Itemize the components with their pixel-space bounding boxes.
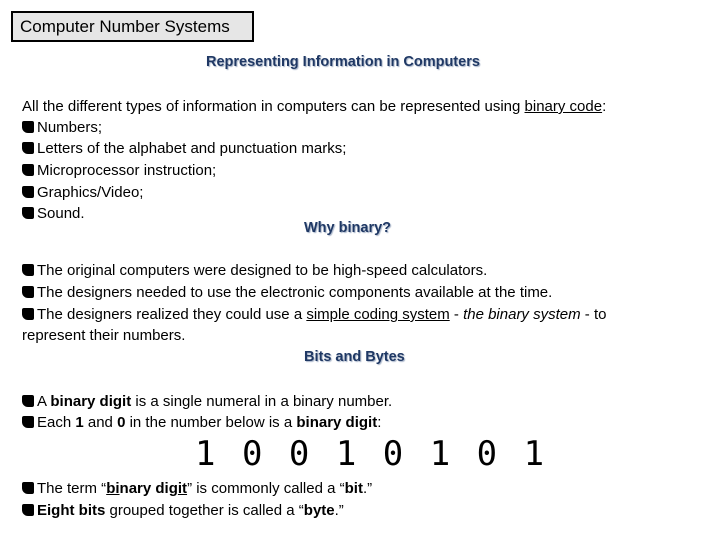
list-item-text: Sound. — [37, 205, 85, 222]
intro-paragraph — [22, 97, 606, 117]
list-item-text: is a single numeral in a binary number. — [131, 393, 393, 410]
intro-text: All the different types of information in computers can be represented using — [22, 98, 525, 115]
list-item — [22, 139, 346, 159]
slide-title: Computer Number Systems — [11, 11, 254, 42]
list-item — [22, 283, 552, 303]
bullet-icon — [22, 416, 34, 428]
bullet-icon — [22, 121, 34, 133]
list-item-text: ” is commonly called a “ — [187, 480, 345, 497]
eight-bits-term: Eight bits — [37, 502, 106, 519]
list-item-continuation: represent their numbers. — [22, 327, 186, 344]
bullet-icon — [22, 264, 34, 276]
list-item — [22, 118, 102, 138]
list-item-text: .” — [334, 502, 344, 519]
bit-letters-underlined: it — [177, 480, 188, 497]
list-item-text: Each — [37, 414, 76, 431]
heading-bits-and-bytes: Bits and Bytes — [304, 349, 405, 365]
list-item — [22, 261, 487, 281]
list-item-text: The original computers were designed to be high-speed calculators. — [37, 262, 488, 279]
binary-digit-term: binary digit — [296, 414, 378, 431]
heading-why-binary: Why binary? — [304, 220, 392, 236]
digit-one: 1 — [75, 414, 84, 431]
list-item — [22, 479, 372, 499]
digit-zero: 0 — [117, 414, 126, 431]
heading-representing-information: Representing Information in Computers — [206, 54, 480, 70]
list-item-text: Letters of the alphabet and punctuation marks; — [37, 140, 347, 157]
bit-letters-underlined: bi — [106, 480, 120, 497]
bullet-icon — [22, 186, 34, 198]
bit-term: bit — [344, 480, 363, 497]
list-item-text: A — [37, 393, 51, 410]
simple-coding-system-term: simple coding system — [306, 306, 450, 323]
bullet-icon — [22, 482, 34, 494]
list-item — [22, 183, 143, 203]
intro-colon: : — [602, 98, 607, 115]
binary-digit-term: binary digit — [50, 393, 132, 410]
list-item — [22, 501, 344, 521]
bullet-icon — [22, 164, 34, 176]
list-item-text: : — [377, 414, 382, 431]
list-item — [22, 392, 392, 412]
bullet-icon — [22, 308, 34, 320]
list-item-text: Numbers; — [37, 119, 103, 136]
list-item — [22, 161, 216, 181]
list-item-text: The term “ — [37, 480, 107, 497]
binary-number-example: 1 0 0 1 0 1 0 1 — [195, 434, 548, 474]
bullet-icon — [22, 207, 34, 219]
bullet-icon — [22, 395, 34, 407]
list-item-text: - — [449, 306, 464, 323]
list-item-text: The designers realized they could use a — [37, 306, 307, 323]
list-item-text: - to — [580, 306, 607, 323]
list-item — [22, 413, 381, 433]
binary-system-term: the binary system — [463, 306, 581, 323]
bullet-icon — [22, 286, 34, 298]
list-item-text: in the number below is a — [125, 414, 297, 431]
binary-code-term: binary code — [524, 98, 603, 115]
list-item-text: Graphics/Video; — [37, 184, 144, 201]
bullet-icon — [22, 142, 34, 154]
byte-term: byte — [303, 502, 335, 519]
list-item-text: Microprocessor instruction; — [37, 162, 217, 179]
list-item-text: .” — [362, 480, 373, 497]
list-item-text: The designers needed to use the electronic components available at the time. — [37, 284, 553, 301]
bullet-icon — [22, 504, 34, 516]
list-item — [22, 305, 606, 325]
list-item-text: and — [83, 414, 118, 431]
list-item-text: grouped together is called a “ — [105, 502, 304, 519]
list-item — [22, 204, 85, 224]
binary-digit-term: nary dig — [119, 480, 178, 497]
